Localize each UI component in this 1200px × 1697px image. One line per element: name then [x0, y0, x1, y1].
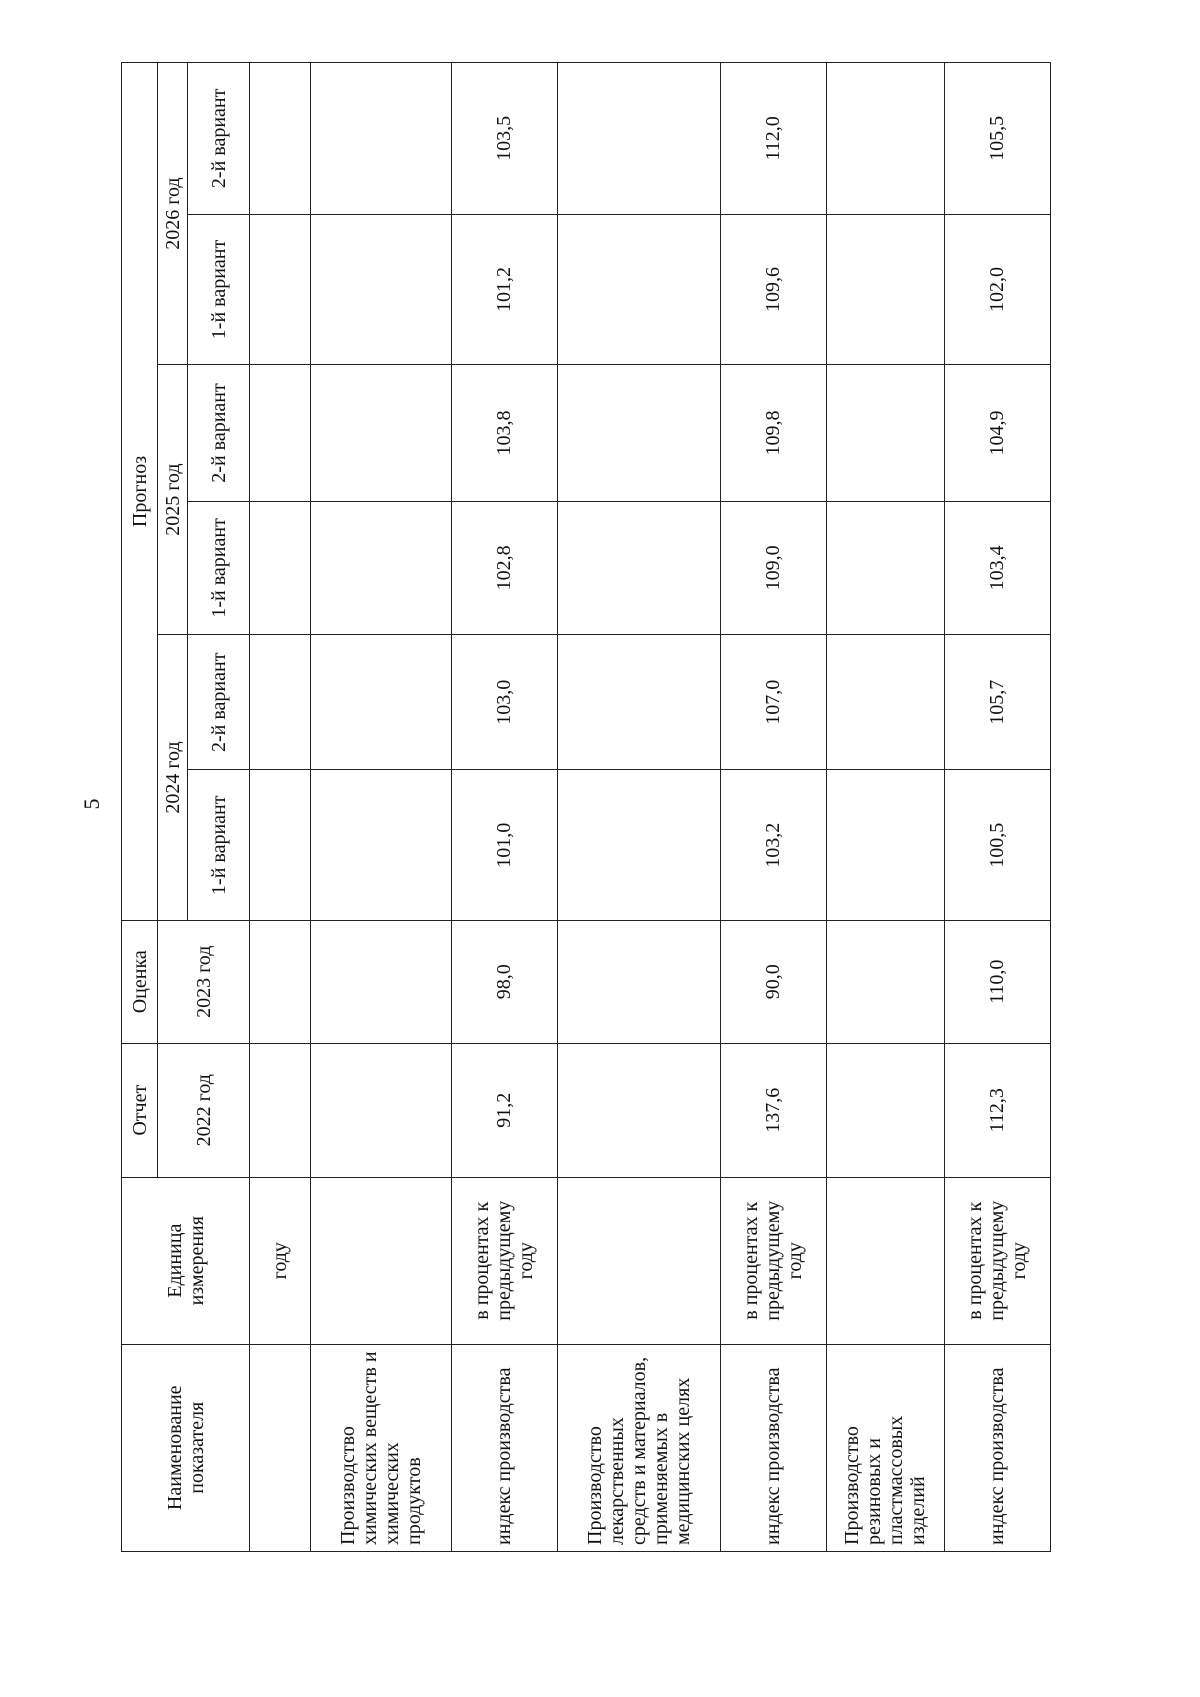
value-2024-var2 — [250, 635, 311, 770]
value-2025-var1 — [250, 501, 311, 634]
header-report: Отчет — [122, 1043, 158, 1177]
value-2023 — [826, 920, 944, 1043]
value-2026-var1 — [250, 214, 311, 365]
table-row — [826, 63, 944, 1552]
value-2023 — [557, 920, 720, 1043]
value-2022 — [250, 1043, 311, 1177]
value-2024-var1 — [250, 770, 311, 921]
value-2024-var1 — [311, 770, 452, 921]
table-row — [557, 63, 720, 1552]
value-2026-var2: 105,5 — [944, 63, 1050, 215]
value-2026-var1 — [826, 214, 944, 365]
row-unit: в процентах к предыдущему году — [944, 1177, 1050, 1344]
value-2025-var2 — [311, 365, 452, 502]
row-name: Производство химических веществ и химических продуктов — [311, 1344, 452, 1551]
forecast-table — [121, 62, 1051, 1552]
header-estimate: Оценка — [122, 920, 158, 1043]
value-2022: 91,2 — [451, 1043, 557, 1177]
row-name: индекс производства — [720, 1344, 826, 1551]
value-2023: 90,0 — [720, 920, 826, 1043]
row-name: индекс производства — [451, 1344, 557, 1551]
value-2024-var1 — [557, 770, 720, 921]
value-2026-var1 — [311, 214, 452, 365]
header-2026-var2: 2-й вариант — [188, 63, 250, 215]
value-2026-var2 — [557, 63, 720, 215]
value-2025-var2: 103,8 — [451, 365, 557, 502]
header-year-2023: 2023 год — [158, 920, 250, 1043]
header-year-2024: 2024 год — [158, 635, 188, 921]
forecast-table-container — [121, 62, 1051, 1552]
value-2025-var2: 109,8 — [720, 365, 826, 502]
header-2026-var1: 1-й вариант — [188, 214, 250, 365]
value-2025-var1: 102,8 — [451, 501, 557, 634]
header-year-2025: 2025 год — [158, 365, 188, 635]
row-unit: году — [250, 1177, 311, 1344]
value-2025-var2 — [250, 365, 311, 502]
value-2025-var1: 109,0 — [720, 501, 826, 634]
value-2026-var1: 102,0 — [944, 214, 1050, 365]
value-2024-var1 — [826, 770, 944, 921]
row-name: Производство резиновых и пластмассовых изделий — [826, 1344, 944, 1551]
row-name: Производство лекарственных средств и материалов, применяемых в медицинских целях — [557, 1344, 720, 1551]
value-2022: 112,3 — [944, 1043, 1050, 1177]
value-2023 — [250, 920, 311, 1043]
value-2026-var2: 103,5 — [451, 63, 557, 215]
value-2025-var2 — [557, 365, 720, 502]
value-2025-var1 — [557, 501, 720, 634]
row-name: индекс производства — [944, 1344, 1050, 1551]
table-row — [944, 63, 1050, 1552]
value-2025-var1 — [311, 501, 452, 634]
page-number: 5 — [79, 798, 104, 810]
value-2024-var1: 101,0 — [451, 770, 557, 921]
value-2023: 110,0 — [944, 920, 1050, 1043]
table-row — [250, 63, 311, 1552]
value-2026-var1 — [557, 214, 720, 365]
table-row — [311, 63, 452, 1552]
row-unit — [557, 1177, 720, 1344]
table-row — [451, 63, 557, 1552]
header-2024-var2: 2-й вариант — [188, 635, 250, 770]
value-2026-var2 — [311, 63, 452, 215]
value-2024-var2 — [826, 635, 944, 770]
value-2024-var2 — [557, 635, 720, 770]
value-2026-var2: 112,0 — [720, 63, 826, 215]
value-2024-var2 — [311, 635, 452, 770]
value-2022: 137,6 — [720, 1043, 826, 1177]
table-row — [720, 63, 826, 1552]
value-2022 — [311, 1043, 452, 1177]
value-2024-var2: 105,7 — [944, 635, 1050, 770]
header-row-top — [122, 63, 158, 1552]
row-name — [250, 1344, 311, 1551]
header-2025-var1: 1-й вариант — [188, 501, 250, 634]
row-unit — [826, 1177, 944, 1344]
value-2024-var1: 103,2 — [720, 770, 826, 921]
header-2024-var1: 1-й вариант — [188, 770, 250, 921]
value-2023 — [311, 920, 452, 1043]
row-unit: в процентах к предыдущему году — [720, 1177, 826, 1344]
header-year-2026: 2026 год — [158, 63, 188, 365]
value-2024-var2: 107,0 — [720, 635, 826, 770]
value-2025-var1 — [826, 501, 944, 634]
value-2026-var1: 109,6 — [720, 214, 826, 365]
value-2026-var2 — [826, 63, 944, 215]
value-2025-var1: 103,4 — [944, 501, 1050, 634]
value-2024-var2: 103,0 — [451, 635, 557, 770]
value-2026-var2 — [250, 63, 311, 215]
header-unit: Единица измерения — [122, 1177, 250, 1344]
row-unit — [311, 1177, 452, 1344]
header-name: Наименование показателя — [122, 1344, 250, 1551]
value-2026-var1: 101,2 — [451, 214, 557, 365]
value-2022 — [557, 1043, 720, 1177]
value-2024-var1: 100,5 — [944, 770, 1050, 921]
value-2025-var2: 104,9 — [944, 365, 1050, 502]
header-year-2022: 2022 год — [158, 1043, 250, 1177]
row-unit: в процентах к предыдущему году — [451, 1177, 557, 1344]
value-2025-var2 — [826, 365, 944, 502]
value-2023: 98,0 — [451, 920, 557, 1043]
header-2025-var2: 2-й вариант — [188, 365, 250, 502]
value-2022 — [826, 1043, 944, 1177]
header-forecast: Прогноз — [122, 63, 158, 921]
